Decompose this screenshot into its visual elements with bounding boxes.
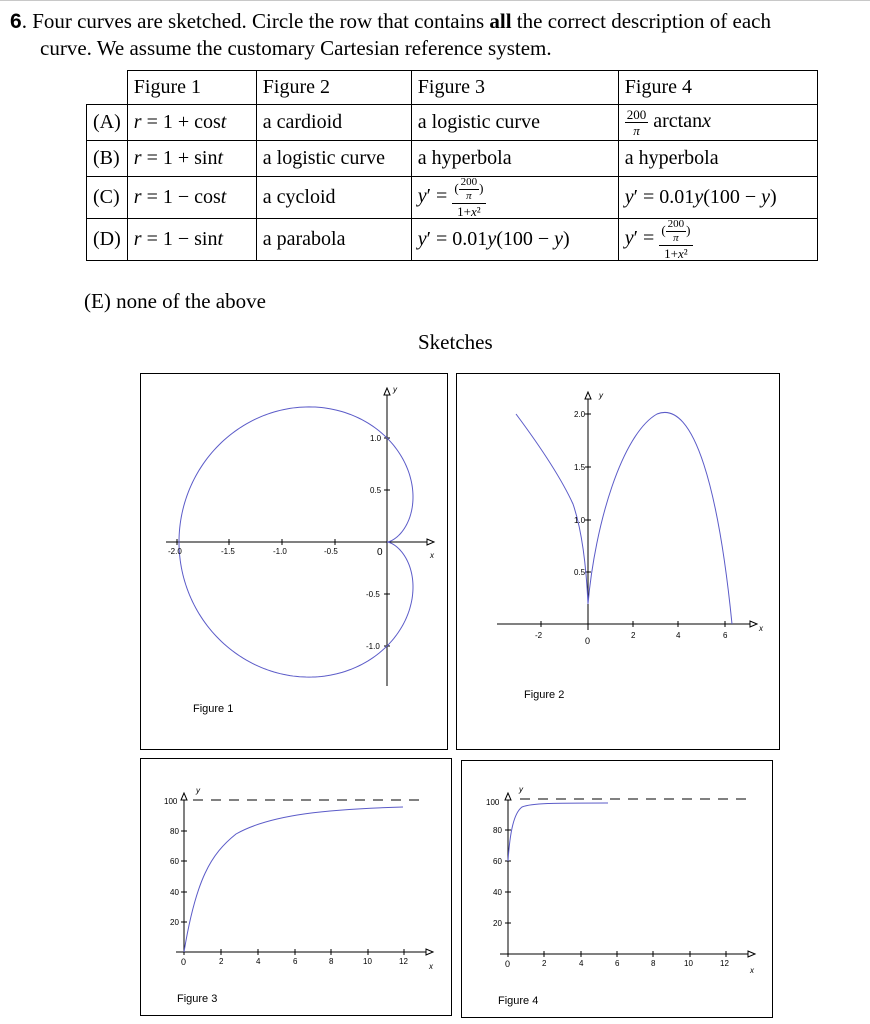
table-row-a[interactable] xyxy=(87,105,818,141)
header-figure-3: Figure 3 xyxy=(411,71,618,105)
figure-2-y-tick: 1.5 xyxy=(574,463,586,472)
figure-4-panel xyxy=(461,760,773,1018)
figure-1-y-tick: 1.0 xyxy=(370,434,382,443)
table-row-d[interactable] xyxy=(87,219,818,261)
figure-1-y-tick: 0.5 xyxy=(370,486,382,495)
row-c-fig2: a cycloid xyxy=(256,177,411,219)
row-a-fig3: a logistic curve xyxy=(411,105,618,141)
row-d-fig1: r = 1 − sint xyxy=(127,219,256,261)
figure-3-x-tick: 6 xyxy=(293,957,298,966)
top-rule xyxy=(0,0,870,1)
figure-3-caption: Figure 3 xyxy=(177,993,218,1005)
figure-3-panel xyxy=(140,758,452,1016)
figure-1-panel xyxy=(140,373,448,750)
figure-4-y-tick: 60 xyxy=(493,857,502,866)
figure-2-y-tick: 1.0 xyxy=(574,516,586,525)
figure-2-x-tick: -2 xyxy=(535,631,543,640)
figure-4-plot xyxy=(462,761,772,1017)
row-c-fig1: r = 1 − cost xyxy=(127,177,256,219)
figure-1-x-label: x xyxy=(430,551,434,560)
figure-1-x-tick: -0.5 xyxy=(324,547,338,556)
figure-3-x-tick: 2 xyxy=(219,957,224,966)
row-d-fig3: y′ = 0.01y(100 − y) xyxy=(411,219,618,261)
figure-4-y-tick: 40 xyxy=(493,888,502,897)
row-a-fig1: r = 1 + cost xyxy=(127,105,256,141)
figure-2-caption: Figure 2 xyxy=(524,689,565,701)
figure-2-x-tick: 0 xyxy=(585,636,591,646)
figure-4-x-tick: 12 xyxy=(720,959,729,968)
figure-4-x-tick: 6 xyxy=(615,959,620,968)
figure-1-y-label: y xyxy=(393,385,397,394)
figure-1-x-tick: -1.5 xyxy=(221,547,235,556)
figure-4-y-tick: 80 xyxy=(493,826,502,835)
question-line-1: 6. Four curves are sketched. Circle the row that contains all the correct description of each xyxy=(10,9,772,33)
figure-3-y-tick: 60 xyxy=(170,857,179,866)
figure-2-panel xyxy=(456,373,780,750)
header-figure-1: Figure 1 xyxy=(127,71,256,105)
row-c-fig4: y′ = 0.01y(100 − y) xyxy=(618,177,817,219)
figure-2-plot xyxy=(457,374,779,749)
figure-3-y-tick: 20 xyxy=(170,918,179,927)
figure-4-curve xyxy=(508,803,608,861)
figure-2-y-tick: 0.5 xyxy=(574,568,586,577)
answer-table xyxy=(86,70,818,261)
header-figure-2: Figure 2 xyxy=(256,71,411,105)
figure-4-x-tick: 2 xyxy=(542,959,547,968)
figure-4-x-tick: 10 xyxy=(684,959,693,968)
row-b-fig4: a hyperbola xyxy=(618,141,817,177)
table-row-b[interactable] xyxy=(87,141,818,177)
figure-4-x-tick: 4 xyxy=(579,959,584,968)
figure-4-x-tick: 8 xyxy=(651,959,656,968)
figure-3-x-tick: 0 xyxy=(181,957,187,967)
option-e[interactable]: (E) none of the above xyxy=(84,289,266,313)
figure-3-x-tick: 8 xyxy=(329,957,334,966)
figure-3-y-label: y xyxy=(196,786,200,795)
figure-4-y-tick: 100 xyxy=(486,798,500,807)
figure-1-caption: Figure 1 xyxy=(193,703,234,715)
figure-1-x-tick: 0 xyxy=(377,547,383,558)
figure-2-x-tick: 4 xyxy=(676,631,681,640)
table-header-row xyxy=(87,71,818,105)
figure-1-y-tick: -0.5 xyxy=(366,590,380,599)
figure-3-x-tick: 4 xyxy=(256,957,261,966)
row-b-fig3: a hyperbola xyxy=(411,141,618,177)
row-label[interactable]: (B) xyxy=(87,141,128,177)
row-a-fig4: $\frac{200}{\pi}$ arctanx xyxy=(618,105,817,141)
row-c-fig3: y′ = ( $\frac{200}{\pi}$ ) 1+x² xyxy=(411,177,618,219)
question-line-2: curve. We assume the customary Cartesian reference system. xyxy=(40,36,552,60)
figure-3-x-tick: 10 xyxy=(363,957,372,966)
row-label[interactable]: (A) xyxy=(87,105,128,141)
figure-2-y-label: y xyxy=(599,391,603,400)
figure-3-x-label: x xyxy=(429,962,433,971)
figure-3-y-tick: 80 xyxy=(170,827,179,836)
row-d-fig2: a parabola xyxy=(256,219,411,261)
figure-1-x-tick: -2.0 xyxy=(168,547,182,556)
row-a-fig2: a cardioid xyxy=(256,105,411,141)
figure-4-x-label: x xyxy=(750,966,754,975)
header-figure-4: Figure 4 xyxy=(618,71,817,105)
figure-1-plot xyxy=(141,374,447,749)
figure-3-y-tick: 40 xyxy=(170,888,179,897)
figure-4-y-tick: 20 xyxy=(493,919,502,928)
figure-2-y-tick: 2.0 xyxy=(574,410,586,419)
figure-3-plot xyxy=(141,759,451,1015)
row-b-fig1: r = 1 + sint xyxy=(127,141,256,177)
figure-4-y-label: y xyxy=(519,785,523,794)
figure-1-y-tick: -1.0 xyxy=(366,642,380,651)
figure-2-x-label: x xyxy=(759,624,763,633)
question-text xyxy=(10,8,860,61)
sketches-title: Sketches xyxy=(418,330,493,354)
figure-2-x-tick: 2 xyxy=(631,631,636,640)
figure-2-curve-right xyxy=(588,412,732,624)
figure-3-x-tick: 12 xyxy=(399,957,408,966)
row-d-fig4: y′ = ( $\frac{200}{\pi}$ ) 1+x² xyxy=(618,219,817,261)
figure-3-curve xyxy=(184,807,403,952)
row-label[interactable]: (C) xyxy=(87,177,128,219)
figure-2-x-tick: 6 xyxy=(723,631,728,640)
figure-1-x-tick: -1.0 xyxy=(273,547,287,556)
question-number: 6 xyxy=(10,10,22,33)
row-label[interactable]: (D) xyxy=(87,219,128,261)
table-row-c[interactable] xyxy=(87,177,818,219)
figure-4-caption: Figure 4 xyxy=(498,995,539,1007)
figure-3-y-tick: 100 xyxy=(164,797,178,806)
figure-4-x-tick: 0 xyxy=(505,959,511,969)
row-b-fig2: a logistic curve xyxy=(256,141,411,177)
